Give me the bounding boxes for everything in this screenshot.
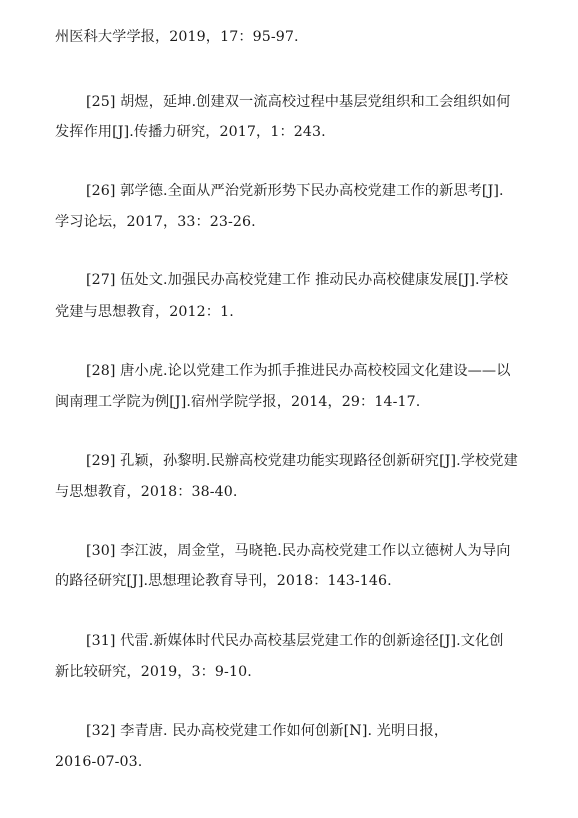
reference-24-line-2: 州医科大学学报，2019，17：95-97. [55, 29, 299, 45]
reference-31-line-2: 新比较研究，2019，3：9-10. [55, 664, 252, 680]
reference-32-line-1: [32] 李青唐. 民办高校党建工作如何创新[N]. 光明日报， [86, 723, 449, 739]
reference-28-line-1: [28] 唐小虎.论以党建工作为抓手推进民办高校校园文化建设——以 [86, 363, 511, 379]
reference-26-line-1: [26] 郭学德.全面从严治党新形势下民办高校党建工作的新思考[J]. [86, 183, 504, 199]
reference-25-line-2: 发挥作用[J].传播力研究，2017，1：243. [55, 124, 326, 140]
reference-27-line-2: 党建与思想教育，2012：1. [55, 304, 234, 320]
reference-26-line-2: 学习论坛，2017，33：23-26. [55, 214, 256, 230]
reference-27-line-1: [27] 伍处文.加强民办高校党建工作 推动民办高校健康发展[J].学校 [86, 272, 509, 288]
reference-28-line-2: 闽南理工学院为例[J].宿州学院学报，2014，29：14-17. [55, 394, 421, 410]
reference-30-line-2: 的路径研究[J].思想理论教育导刊，2018：143-146. [55, 573, 392, 589]
reference-32-line-2: 2016-07-03. [55, 754, 143, 770]
reference-31-line-1: [31] 代雷.新媒体时代民办高校基层党建工作的创新途径[J].文化创 [86, 633, 504, 649]
reference-30-line-1: [30] 李江波，周金堂，马晓艳.民办高校党建工作以立德树人为导向 [86, 543, 511, 559]
reference-25-line-1: [25] 胡煜，延坤.创建双一流高校过程中基层党组织和工会组织如何 [86, 94, 511, 110]
reference-29-line-2: 与思想教育，2018：38-40. [55, 484, 238, 500]
reference-29-line-1: [29] 孔颖，孙黎明.民辦高校党建功能实现路径创新研究[J].学校党建 [86, 453, 518, 469]
